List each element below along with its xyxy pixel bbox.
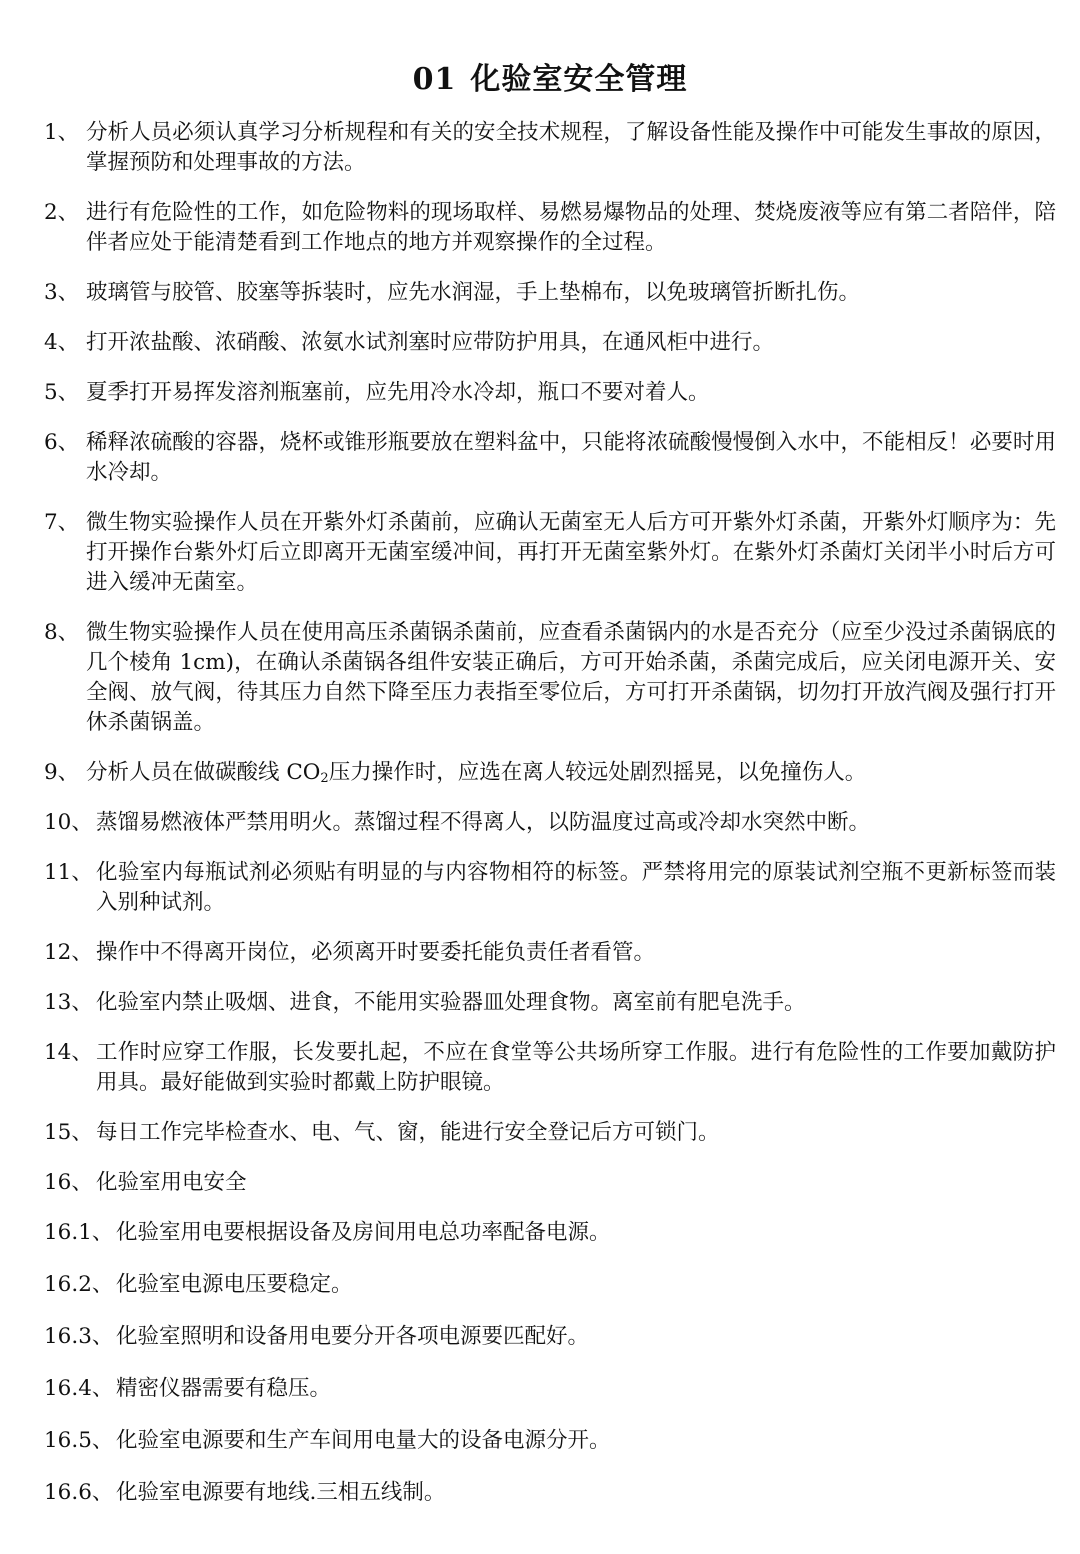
list-item xyxy=(44,758,1056,788)
item-text: 化验室电源要和生产车间用电量大的设备电源分开。 xyxy=(116,1428,611,1453)
item-number: 1、 xyxy=(44,120,80,145)
item-text: 化验室电源电压要稳定。 xyxy=(116,1272,353,1297)
list-item xyxy=(44,508,1056,598)
list-item xyxy=(44,278,1056,308)
list-item xyxy=(44,1218,1056,1248)
item-number: 16.1、 xyxy=(44,1220,114,1245)
item-number: 5、 xyxy=(44,380,80,405)
title-number: 01 xyxy=(412,62,457,97)
item-number: 16.2、 xyxy=(44,1272,114,1297)
item-text: 分析人员必须认真学习分析规程和有关的安全技术规程，了解设备性能及操作中可能发生事故的原因，掌握预防和处理事故的方法。 xyxy=(86,120,1056,175)
list-item xyxy=(44,1168,1056,1198)
list-item xyxy=(44,808,1056,838)
item-number: 4、 xyxy=(44,330,80,355)
item-text: 操作中不得离开岗位，必须离开时要委托能负责任者看管。 xyxy=(96,940,656,965)
list-item xyxy=(44,988,1056,1018)
list-item xyxy=(44,938,1056,968)
list-item xyxy=(44,1426,1056,1456)
item-text: 玻璃管与胶管、胶塞等拆装时，应先水润湿，手上垫棉布，以免玻璃管折断扎伤。 xyxy=(86,280,861,305)
item-number: 11、 xyxy=(44,860,93,885)
item-number: 7、 xyxy=(44,510,80,535)
item-number: 3、 xyxy=(44,280,80,305)
list-item xyxy=(44,378,1056,408)
item-text: 工作时应穿工作服，长发要扎起，不应在食堂等公共场所穿工作服。进行有危险性的工作要加戴防护用具。最好能做到实验时都戴上防护眼镜。 xyxy=(96,1040,1056,1095)
item-number: 13、 xyxy=(44,990,93,1015)
item-text: 微生物实验操作人员在开紫外灯杀菌前，应确认无菌室无人后方可开紫外灯杀菌，开紫外灯顺序为：先打开操作台紫外灯后立即离开无菌室缓冲间，再打开无菌室紫外灯。在紫外灯杀菌灯关闭半小时后方可进入缓冲无菌室。 xyxy=(86,510,1056,595)
item-text: 微生物实验操作人员在使用高压杀菌锅杀菌前，应查看杀菌锅内的水是否充分（应至少没过杀菌锅底的几个棱角 1cm)，在确认杀菌锅各组件安装正确后，方可开始杀菌，杀菌完成后，应关闭电源开关、安全阀、放气阀，待其压力自然下降至压力表指至零位后，方可打开杀菌锅，切勿打开放汽阀及强行打开休杀菌锅盖。 xyxy=(86,620,1056,735)
list-item xyxy=(44,328,1056,358)
item-number: 9、 xyxy=(44,760,80,785)
item-text-after: 压力操作时，应选在离人较远处剧烈摇晃，以免撞伤人。 xyxy=(328,760,867,785)
list-item xyxy=(44,1374,1056,1404)
item-number: 16.4、 xyxy=(44,1376,114,1401)
list-item xyxy=(44,1478,1056,1508)
title-text: 化验室安全管理 xyxy=(470,62,688,97)
item-number: 16.3、 xyxy=(44,1324,114,1349)
list-item xyxy=(44,118,1056,178)
item-number: 16.5、 xyxy=(44,1428,114,1453)
item-text: 化验室用电安全 xyxy=(96,1170,247,1195)
item-text: 化验室照明和设备用电要分开各项电源要匹配好。 xyxy=(116,1324,590,1349)
item-text: 化验室用电要根据设备及房间用电总功率配备电源。 xyxy=(116,1220,611,1245)
subscript: 2 xyxy=(320,771,329,786)
item-number: 12、 xyxy=(44,940,93,965)
item-number: 10、 xyxy=(44,810,93,835)
item-text: 精密仪器需要有稳压。 xyxy=(116,1376,332,1401)
list-item xyxy=(44,1322,1056,1352)
item-text: 化验室内每瓶试剂必须贴有明显的与内容物相符的标签。严禁将用完的原装试剂空瓶不更新标签而装入别种试剂。 xyxy=(96,860,1056,915)
item-text: 化验室内禁止吸烟、进食，不能用实验器皿处理食物。离室前有肥皂洗手。 xyxy=(96,990,806,1015)
rules-list xyxy=(44,118,1056,1508)
item-text: 每日工作完毕检查水、电、气、窗，能进行安全登记后方可锁门。 xyxy=(96,1120,720,1145)
item-text: 打开浓盐酸、浓硝酸、浓氨水试剂塞时应带防护用具，在通风柜中进行。 xyxy=(86,330,775,355)
item-number: 14、 xyxy=(44,1040,93,1065)
item-text xyxy=(86,758,1056,788)
list-item xyxy=(44,1038,1056,1098)
item-number: 2、 xyxy=(44,200,80,225)
item-text-before: 分析人员在做碳酸线 CO xyxy=(86,760,321,785)
list-item xyxy=(44,858,1056,918)
item-number: 6、 xyxy=(44,430,80,455)
item-number: 8、 xyxy=(44,620,80,645)
item-text: 化验室电源要有地线.三相五线制。 xyxy=(116,1480,446,1505)
item-text: 稀释浓硫酸的容器，烧杯或锥形瓶要放在塑料盆中，只能将浓硫酸慢慢倒入水中，不能相反！必要时用水冷却。 xyxy=(86,430,1056,485)
list-item xyxy=(44,1118,1056,1148)
item-text: 蒸馏易燃液体严禁用明火。蒸馏过程不得离人，以防温度过高或冷却水突然中断。 xyxy=(96,810,871,835)
list-item xyxy=(44,1270,1056,1300)
item-number: 16、 xyxy=(44,1170,93,1195)
item-text: 进行有危险性的工作，如危险物料的现场取样、易燃易爆物品的处理、焚烧废液等应有第二者陪伴，陪伴者应处于能清楚看到工作地点的地方并观察操作的全过程。 xyxy=(86,200,1056,255)
item-number: 16.6、 xyxy=(44,1480,114,1505)
item-number: 15、 xyxy=(44,1120,93,1145)
list-item xyxy=(44,618,1056,738)
item-text: 夏季打开易挥发溶剂瓶塞前，应先用冷水冷却，瓶口不要对着人。 xyxy=(86,380,710,405)
page-title xyxy=(44,54,1056,98)
list-item xyxy=(44,198,1056,258)
list-item xyxy=(44,428,1056,488)
